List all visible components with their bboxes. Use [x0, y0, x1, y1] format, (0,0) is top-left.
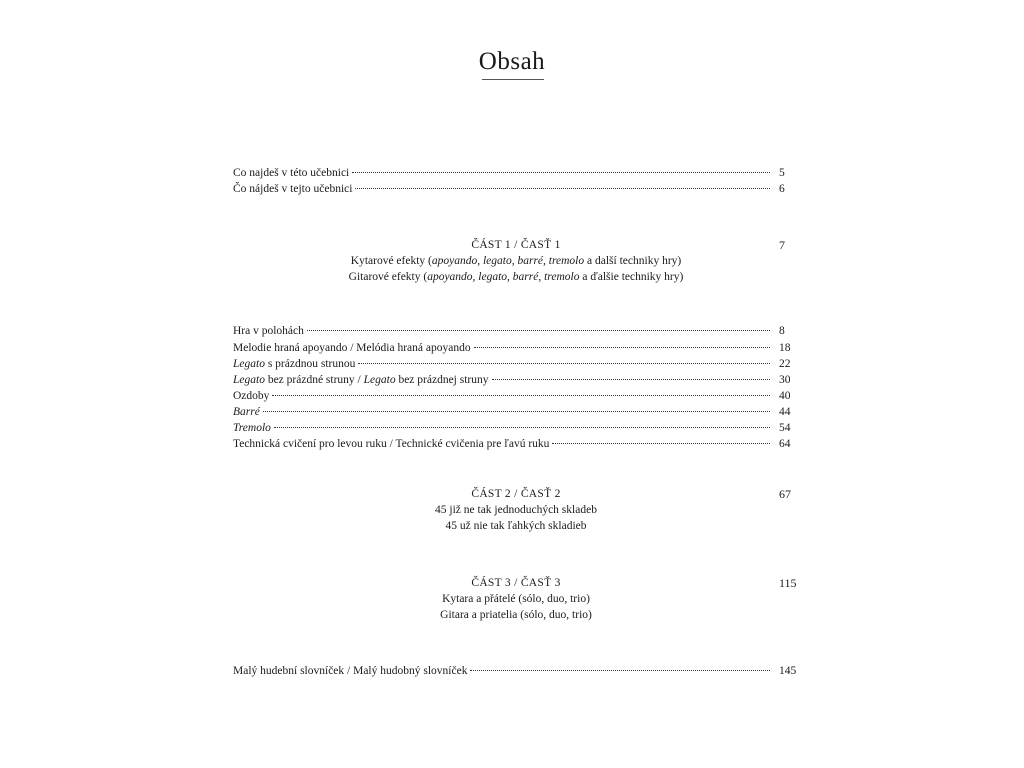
toc-entry[interactable]	[233, 323, 799, 339]
toc-entry-label: Ozdoby	[233, 390, 270, 402]
title-underline	[482, 79, 544, 80]
toc-entry-label: Čo nájdeš v tejto učebnici	[233, 183, 353, 195]
part-1-page: 7	[779, 238, 785, 252]
toc-entry-label: Co najdeš v této učebnici	[233, 167, 350, 179]
dot-leader	[492, 378, 771, 380]
dot-leader	[358, 362, 770, 364]
dot-leader	[272, 394, 770, 396]
toc-entry-label: Legato s prázdnou strunou	[233, 358, 356, 370]
part-1-line-cz: Kytarové efekty (apoyando, legato, barré, tremolo a další techniky hry)	[350, 255, 682, 267]
part-2-line-cz: 45 již ne tak jednoduchých skladeb	[435, 504, 597, 516]
dot-leader	[474, 346, 770, 348]
part-2-heading: ČÁST 2 / ČASŤ 2	[471, 488, 561, 500]
part-1-section[interactable]	[233, 237, 799, 285]
toc-entry[interactable]	[233, 165, 799, 181]
toc-entry[interactable]	[233, 420, 799, 436]
dot-leader	[470, 669, 770, 671]
toc-entry-label: Technická cvičení pro levou ruku / Technické cvičenia pre ľavú ruku	[233, 438, 550, 450]
part-3-page: 115	[779, 576, 797, 590]
toc-entry-label: Malý hudební slovníček / Malý hudobný slovníček	[233, 665, 468, 677]
dot-leader	[274, 426, 770, 428]
part-3-heading: ČÁST 3 / ČASŤ 3	[471, 577, 561, 589]
toc-entry[interactable]	[233, 356, 799, 372]
toc-entry[interactable]	[233, 663, 799, 679]
toc-entry-page: 54	[779, 422, 791, 434]
toc-entry[interactable]	[233, 388, 799, 404]
toc-entry[interactable]	[233, 372, 799, 388]
dot-leader	[307, 329, 770, 331]
part-2-section[interactable]	[233, 486, 799, 534]
dot-leader	[355, 187, 770, 189]
dot-leader	[263, 410, 770, 412]
dot-leader	[552, 442, 770, 444]
toc-entry-label: Melodie hraná apoyando / Melódia hraná apoyando	[233, 342, 471, 354]
toc-entry-label: Legato bez prázdné struny / Legato bez prázdnej struny	[233, 374, 489, 386]
part-1-heading: ČÁST 1 / ČASŤ 1	[471, 239, 561, 251]
toc-entry-page: 30	[779, 374, 791, 386]
toc-entry-page: 8	[779, 325, 785, 337]
part-1-line-sk: Gitarové efekty (apoyando, legato, barré, tremolo a ďalšie techniky hry)	[348, 271, 684, 283]
toc-entry-page: 40	[779, 390, 791, 402]
toc-entry[interactable]	[233, 340, 799, 356]
toc-entry-page: 22	[779, 358, 791, 370]
toc-entry-label: Tremolo	[233, 422, 271, 434]
dot-leader	[352, 171, 770, 173]
toc-entry-label: Hra v polohách	[233, 325, 304, 337]
part-3-section[interactable]	[233, 575, 799, 623]
toc-entry-page: 145	[779, 665, 797, 677]
part-2-page: 67	[779, 487, 791, 501]
toc-entry[interactable]	[233, 404, 799, 420]
toc-entry[interactable]	[233, 181, 799, 197]
page-title: Obsah	[478, 48, 546, 75]
part-3-line-sk: Gitara a priatelia (sólo, duo, trio)	[440, 609, 592, 621]
toc-entry-page: 64	[779, 438, 791, 450]
toc-entry-page: 5	[779, 167, 785, 179]
toc-entry[interactable]	[233, 436, 799, 452]
part-3-line-cz: Kytara a přátelé (sólo, duo, trio)	[442, 593, 590, 605]
toc-entry-page: 44	[779, 406, 791, 418]
toc-entry-page: 18	[779, 342, 791, 354]
toc-entry-label: Barré	[233, 406, 260, 418]
toc-entry-page: 6	[779, 183, 785, 195]
part-2-line-sk: 45 už nie tak ľahkých skladieb	[445, 520, 587, 532]
